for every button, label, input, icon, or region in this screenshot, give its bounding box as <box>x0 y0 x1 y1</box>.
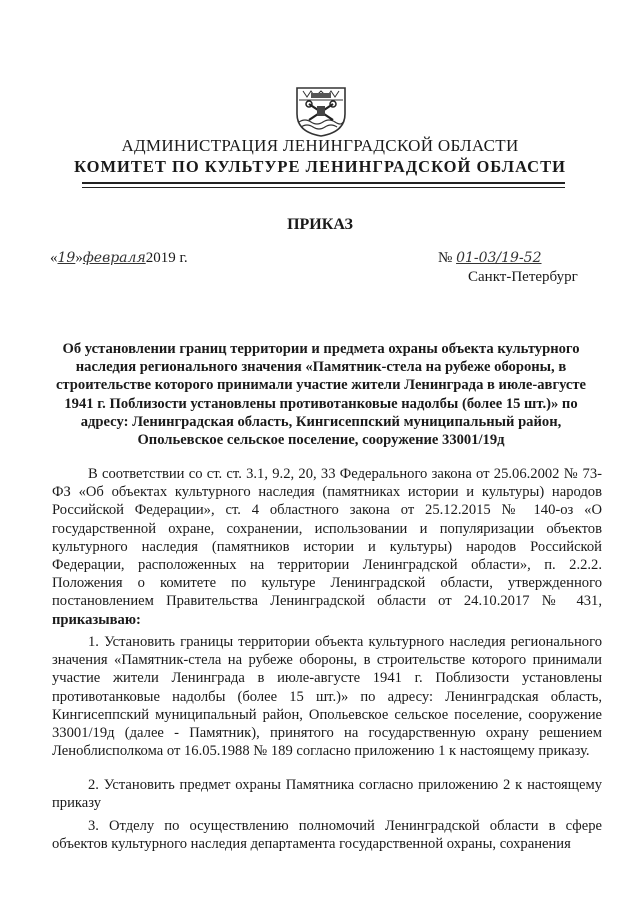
preamble-text: В соответствии со ст. ст. 3.1, 9.2, 20, 33 Федерального закона от 25.06.2002 № 73-ФЗ «Об объектах культурного наследия (памятниках истории и культуры) народов Российской Федерации», ст. 4 областного закона от 25.12.2015 № 140-оз «О государственной охране, сохранении, использовании и популяризации объектов культурного наследия (памятников истории и культуры) народов Российской Федерации, расположенных на территории Ленинградской области», п. 2.2.2. Положения о комитете по культуре Ленинградской области, утвержденного постановлением Правительства Ленинградской области от 24.10.2017 № 431, <box>52 466 602 610</box>
number-value: 01-03/19-52 <box>456 250 542 266</box>
city: Санкт-Петербург <box>468 269 578 285</box>
order-word: приказываю: <box>52 611 141 628</box>
preamble <box>52 465 602 629</box>
organization-name: АДМИНИСТРАЦИЯ ЛЕНИНГРАДСКОЙ ОБЛАСТИ <box>121 136 519 155</box>
document-title: Об установлении границ территории и предмета охраны объекта культурного наследия регионального значения «Памятник-стела на рубеже обороны, в строительстве которого принимали участие жители Ленинграда в июле-августе 1941 г. Поблизости установлены противотанковые надолбы (более 15 шт.)» по адресу: Ленинградская область, Кингисеппский муниципальный район, Опольевское сельское поселение, сооружение 33001/19д <box>55 341 587 449</box>
date-year: 2019 г. <box>145 250 188 266</box>
header-rule-thick <box>82 182 565 184</box>
date-open-quote: « <box>50 250 58 266</box>
order-item: 3. Отделу по осуществлению полномочий Ленинградской области в сфере объектов культурного наследия департамента государственной охраны, сохранения <box>52 818 602 853</box>
header-rule-thin <box>82 187 565 188</box>
committee-name: КОМИТЕТ ПО КУЛЬТУРЕ ЛЕНИНГРАДСКОЙ ОБЛАСТИ <box>74 157 566 176</box>
number-sign: № <box>438 250 453 266</box>
order-number <box>438 250 542 267</box>
order-date <box>50 250 188 267</box>
date-day: 19 <box>57 250 76 266</box>
order-item: 2. Установить предмет охраны Памятника согласно приложению 2 к настоящему приказу <box>52 777 602 812</box>
order-item: 1. Установить границы территории объекта культурного наследия регионального значения «Памятник-стела на рубеже обороны, в строительстве которого принимали участие жители Ленинграда в июле-августе 1941 г. Поблизости установлены противотанковые надолбы (более 15 шт.)» по адресу: Ленинградская область, Кингисеппский муниципальный район, Опольевское сельское поселение, сооружение 33001/19д (далее - Памятник), принятого на государственную охрану решением Леноблисполкома от 16.05.1988 № 189 согласно приложению 1 к настоящему приказу. <box>52 634 602 760</box>
date-close-quote: » <box>75 250 83 266</box>
date-month: февраля <box>82 250 146 266</box>
coat-of-arms-icon <box>293 84 349 138</box>
document-type: ПРИКАЗ <box>287 216 353 233</box>
